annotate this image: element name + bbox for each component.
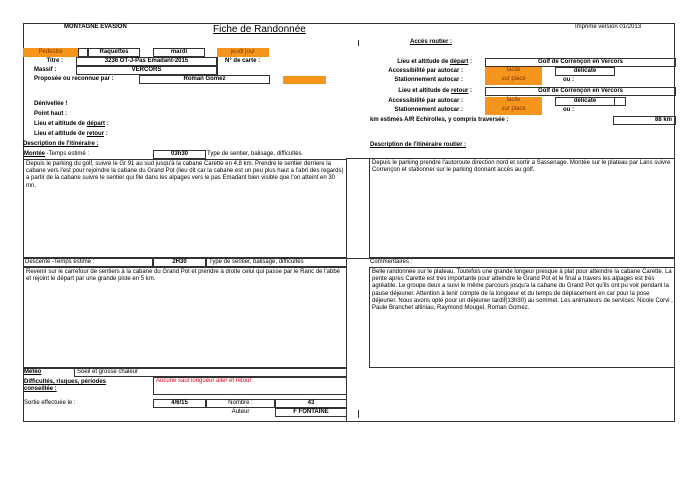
montee-time-field[interactable]: 03h30: [153, 150, 206, 159]
sortie-label: Sortie effectuée le :: [24, 400, 76, 406]
divider-tick-top: [358, 40, 359, 46]
montee-word: Montée: [24, 151, 45, 157]
status-swatch: [283, 76, 326, 84]
km-label: km estimés A/R Echirolles, y compris traversée :: [370, 117, 509, 123]
montee-rest: -Temps estimé :: [45, 151, 90, 157]
page-title: Fiche de Randonnée: [213, 24, 306, 35]
acces-retour-label: [360, 88, 472, 95]
depart-colon: :: [105, 121, 109, 127]
auteur-label: Auteur: [231, 409, 250, 415]
propose-label: Proposée ou reconnue par :: [34, 76, 114, 82]
difficultes-label: Difficultés, risques, périodes conseillée :: [24, 379, 107, 392]
acces-depart-field[interactable]: Golf de Corrençon en Vercors: [485, 58, 676, 67]
org-name: MONTAGNE EVASION: [64, 24, 127, 30]
nombre-field[interactable]: 43: [275, 399, 347, 408]
acces-ou-2: ou :: [563, 107, 574, 113]
titre-label: Titre :: [46, 58, 63, 64]
montee-label: [24, 151, 89, 158]
acces-depart-prefix: Lieu et altitude de: [397, 59, 450, 65]
acces-title: Accès routier :: [410, 39, 453, 45]
montee-description[interactable]: Depuis le parking du golf, suivre le Gr 91 au sud jusqu'à la cabane Carette en 4.8 km. Prendre le sentier derriere la cabane vers l'est pour rejoindre la cabane du Grand Pot (lieu dit car la cabane est un peu plus haut a l'abri des regards) a partir de la cabane suivre le sentier qui file dans les alpages vers le pas Emadant bien visible que l'on atteint en 30 mn.: [23, 159, 347, 258]
retour-colon: :: [104, 131, 108, 137]
descente-type-label: Type de sentier, balisage, difficultés: [206, 258, 347, 267]
difficultes-field[interactable]: Aucune sauf longueur aller et retour: [153, 377, 347, 395]
nombre-label: Nombre :: [206, 399, 275, 408]
acces-sur-place-2[interactable]: sur place: [485, 106, 542, 115]
routier-description[interactable]: Depuis le parking prendre l'autoroute direction nord et sortir a Sassenage. Montée sur le plateau par Lans suivre Corrençon et stationner sur le parking donnant accès au golf.: [369, 159, 675, 258]
type-raquettes[interactable]: Raquettes: [88, 48, 140, 57]
acces-depart-word: départ: [449, 59, 469, 65]
version-label: Imprimé version 01/2013: [575, 24, 642, 30]
acces-retour-field[interactable]: Golf de Corrençon en Vercors: [485, 87, 676, 96]
acces-facile[interactable]: facile: [485, 67, 542, 76]
depart-prefix: Lieu et altitude de: [34, 121, 87, 127]
acces-access-label: Accessibilité par autocar :: [388, 68, 463, 74]
point-haut-label: Point haut :: [34, 111, 67, 117]
depart-label: [34, 121, 109, 128]
retour-label: [34, 131, 108, 138]
auteur-field[interactable]: F FONTAINE: [275, 408, 347, 417]
km-field[interactable]: 88 km: [613, 116, 676, 125]
type-pedestre[interactable]: Pédestre: [23, 48, 78, 57]
type-jeudi[interactable]: jeudi jour: [217, 48, 269, 57]
divider-tick-bottom: [358, 410, 359, 418]
itineraire-title: Description de l'itinéraire :: [23, 141, 99, 147]
carte-label: N° de carte :: [225, 58, 261, 64]
acces-delicate-2[interactable]: délicate: [555, 97, 615, 106]
descente-description[interactable]: Revenir sur le carrefour de sentiers à la cabane du Grand Pot et prendre à droite celui qui passe par le Ranc de l'abbé et rejoint le départ par une grande piste en 5 km.: [23, 267, 347, 368]
retour-word: retour: [86, 131, 105, 137]
meteo-field[interactable]: Soeil et grosse chaleur: [74, 368, 347, 377]
acces-sur-place[interactable]: sur place: [485, 76, 542, 85]
acces-ou: ou :: [563, 77, 574, 83]
descente-label: Descente -Temps estimé :: [23, 258, 153, 267]
denivelee-label: Dénivellée !: [34, 101, 68, 107]
acces-station-label: Stationnement autocar :: [394, 77, 463, 83]
routier-title: Description de l'itinéraire routier :: [370, 142, 467, 148]
massif-label: Massif :: [34, 67, 57, 73]
carte-field[interactable]: [217, 57, 218, 75]
commentaires-label: Commentaires :: [370, 259, 413, 265]
meteo-label: Météo: [24, 369, 42, 375]
acces-depart-label: [360, 59, 472, 66]
acces-depart-colon: :: [468, 59, 472, 65]
titre-field[interactable]: 3236 OT-J-Pas Emadant-2015: [76, 57, 217, 66]
descente-time-field[interactable]: 2H30: [153, 258, 206, 267]
type-day[interactable]: mardi: [153, 48, 205, 57]
depart-word: départ: [86, 121, 106, 127]
acces-retour-word: retour: [450, 88, 469, 94]
acces-delicate[interactable]: délicate: [555, 67, 615, 76]
commentaires-text[interactable]: Belle randonnée sur le plateau. Toutefois une grande longeur presque à plat pour atteindre la cabane Carette. La pente apres Carette est tres importante pour atteindre le Grand Pot et le final a travers les alpages est très agréable. Le groupe deux a suivi le même parcours jusqu'a la cabane du Grand Pot qu'ils ont pu voir pendant la pause déjeuner. Attention à tenir compte de la longueur et du temps de déplacement en car pour la pose déjeuner. Nous avons opté pour un déjeuner tardif(13h30) au sommet. Les animateurs de services: Nicole Corvi , Paule Branchet altiniau, Raymond Mougel, Roman Gomez.: [369, 267, 675, 368]
sortie-date-field[interactable]: 4/6/15: [153, 399, 206, 408]
acces-retour-colon: :: [468, 88, 472, 94]
acces-access-label-2: Accessibilité par autocar :: [388, 98, 463, 104]
acces-station-label-2: Stationnement autocar :: [394, 107, 463, 113]
acces-facile-2[interactable]: facile: [485, 97, 542, 106]
propose-field[interactable]: Roman Gomez: [139, 75, 270, 84]
acces-retour-prefix: Lieu et altitude de: [398, 88, 451, 94]
acces-extra-box[interactable]: [614, 97, 626, 106]
montee-type-label: Type de sentier, balisage, difficultés: [207, 151, 302, 157]
massif-field[interactable]: VERCORS: [76, 66, 217, 75]
retour-prefix: Lieu et altitude de: [34, 131, 87, 137]
type-checkbox[interactable]: [78, 48, 88, 57]
